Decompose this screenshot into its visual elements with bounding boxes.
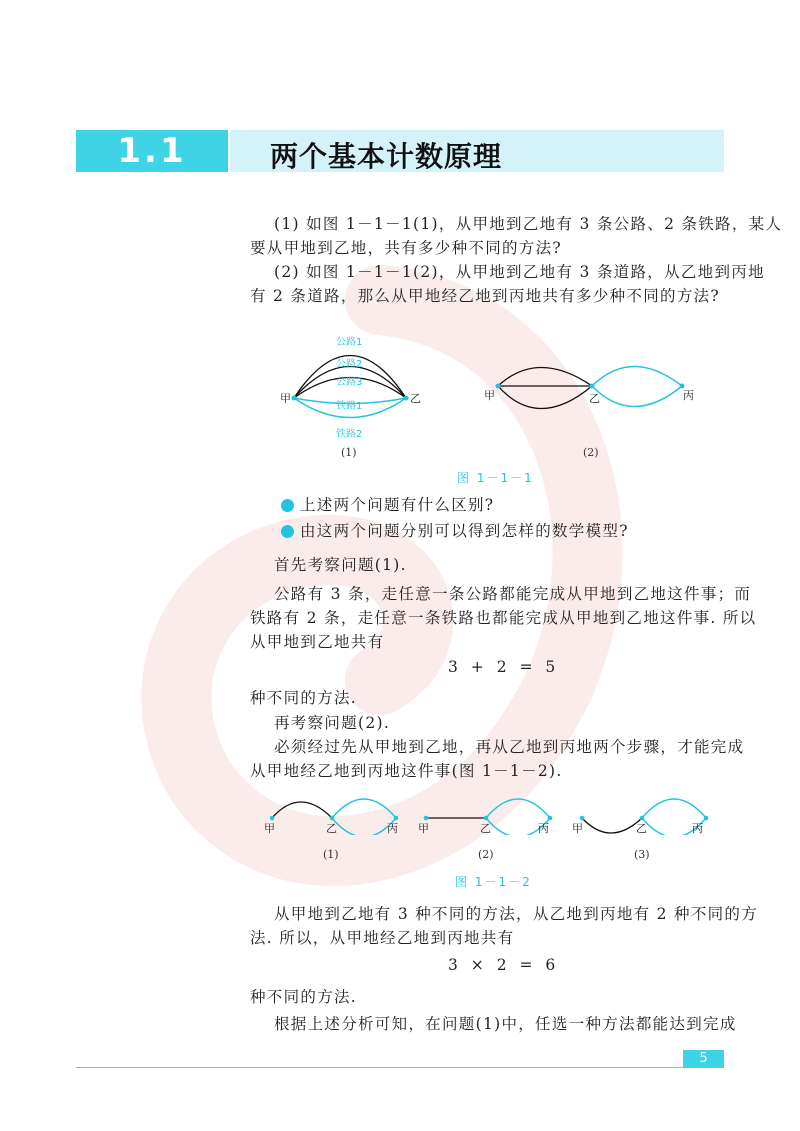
problem-1-line-2: 要从甲地到乙地，共有多少种不同的方法? [250,239,563,257]
label-highway-3: 公路3 [336,377,363,388]
label-yi: 乙 [636,822,647,835]
bullet-icon [281,499,294,512]
section-title: 两个基本计数原理 [270,140,503,173]
road-ab [272,802,332,818]
footer-line [76,1067,724,1068]
fig2-subcaption-1: (1) [323,848,339,861]
label-bing: 丙 [692,822,703,835]
figure-1-1-2-part-3 [570,790,720,835]
fig1-subcaption-2: (2) [583,446,599,459]
section-header [76,130,724,172]
label-jia: 甲 [264,822,275,835]
paragraph-methods-2: 种不同的方法. [250,988,358,1006]
paragraph-analysis-1-line-1: 公路有 3 条，走任意一条公路都能完成从甲地到乙地这件事；而 [274,585,752,603]
paragraph-analysis-1-line-2: 铁路有 2 条，走任意一条铁路也都能完成从甲地到乙地这件事. 所以 [250,609,757,627]
figure-1-1-1-part-2 [480,355,705,415]
road-ab-1 [498,368,592,387]
problem-2-line-2: 有 2 条道路，那么从甲地经乙地到丙地共有多少种不同的方法? [250,287,721,305]
fig2-subcaption-3: (3) [634,848,650,861]
formula-addition: 3 + 2 = 5 [448,658,560,676]
paragraph-analysis-3-line-2: 法. 所以，从甲地经乙地到丙地共有 [250,929,515,947]
section-number: 1.1 [76,130,228,172]
paragraph-methods-1: 种不同的方法. [250,689,358,707]
label-railway-1: 铁路1 [336,401,363,412]
paragraph-conclusion: 根据上述分析可知，在问题(1)中，任选一种方法都能达到完成 [274,1015,737,1033]
formula-multiplication: 3 × 2 = 6 [448,956,560,974]
paragraph-consider-2: 再考察问题(2). [274,714,391,732]
fig2-subcaption-2: (2) [478,848,494,861]
section-title-bar [230,130,724,172]
figure-1-1-2-part-1 [260,790,410,835]
question-1: 上述两个问题有什么区别? [300,496,495,514]
label-highway-1: 公路1 [336,337,363,348]
road-bc-1 [592,367,682,387]
label-jia: 甲 [484,389,495,402]
label-highway-2: 公路2 [336,359,363,370]
paragraph-analysis-1-line-3: 从甲地到乙地共有 [250,633,385,651]
label-bing: 丙 [387,822,398,835]
label-jia: 甲 [572,822,583,835]
label-yi: 乙 [589,392,600,405]
figure-1-1-2-caption: 图 1－1－2 [455,875,532,889]
label-bing: 丙 [538,822,549,835]
figure-1-1-2-part-2 [414,790,564,835]
road-ab [582,818,642,833]
node-yi [404,396,409,401]
paragraph-analysis-2-line-1: 必须经过先从甲地到乙地，再从乙地到丙地两个步骤，才能完成 [274,738,745,756]
label-bing: 丙 [683,389,694,402]
road-ab-3 [498,386,592,409]
paragraph-analysis-3-line-1: 从甲地到乙地有 3 种不同的方法，从乙地到丙地有 2 种不同的方 [274,905,759,923]
label-jia: 甲 [280,392,291,405]
node-jia [292,396,297,401]
figure-1-1-1-part-1 [270,325,430,460]
problem-1-line-1: (1) 如图 1－1－1(1)，从甲地到乙地有 3 条公路、2 条铁路，某人 [274,215,783,233]
road-bc-1 [486,799,550,818]
fig1-subcaption-1: (1) [341,446,357,459]
question-2: 由这两个问题分别可以得到怎样的数学模型? [300,522,629,540]
road-bc-1 [642,799,706,818]
label-railway-2: 铁路2 [336,429,363,440]
label-yi: 乙 [410,392,421,405]
figure-1-1-1-caption: 图 1－1－1 [457,471,534,485]
road-bc-1 [332,799,396,818]
label-yi: 乙 [326,822,337,835]
page-number: 5 [683,1050,724,1068]
label-jia: 甲 [418,822,429,835]
label-yi: 乙 [480,822,491,835]
road-bc-2 [592,386,682,407]
problem-2-line-1: (2) 如图 1－1－1(2)，从甲地到乙地有 3 条道路，从乙地到丙地 [274,263,765,281]
paragraph-consider-1: 首先考察问题(1). [274,556,407,574]
paragraph-analysis-2-line-2: 从甲地经乙地到丙地这件事(图 1－1－2). [250,762,563,780]
bullet-icon [281,525,294,538]
